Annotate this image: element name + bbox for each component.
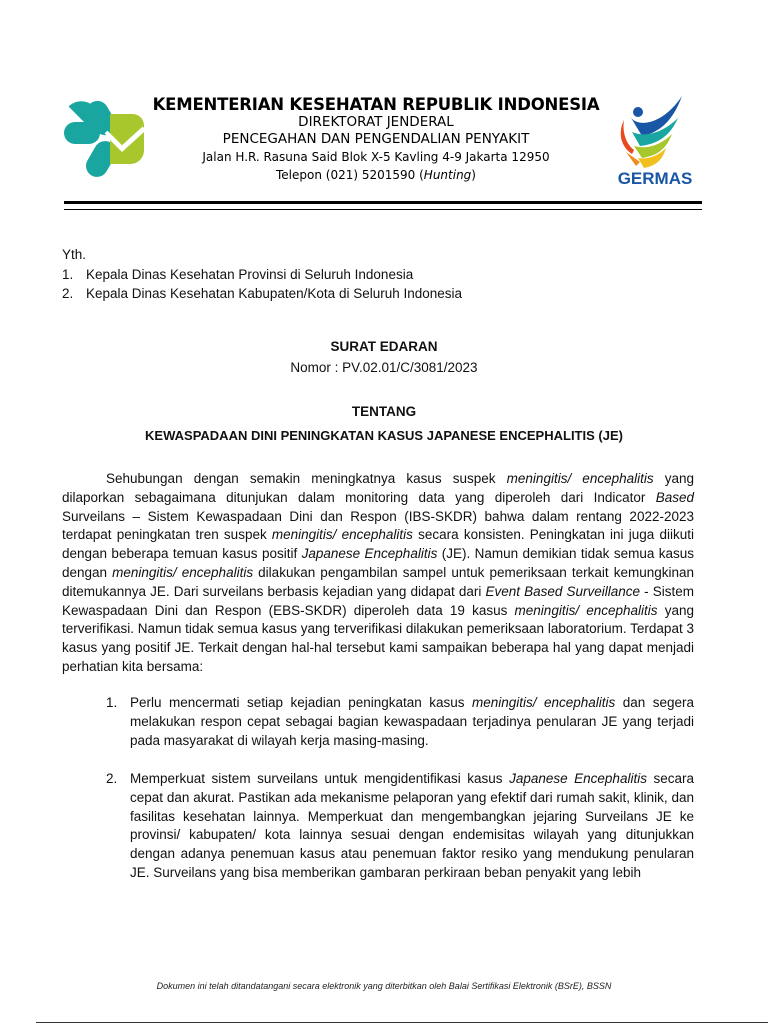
addressee-item: 1. Kepala Dinas Kesehatan Provinsi di Seluruh Indonesia <box>62 267 414 282</box>
kemenkes-logo <box>60 92 146 184</box>
point-2: 2. Memperkuat sistem surveilans untuk mengidentifikasi kasus Japanese Encephalitis secara cepat dan akurat. Pastikan ada mekanisme pelaporan yang efektif dari rumah sakit, klinik, dan fasilitas kesehatan lainnya. Memperkuat dan mengembangkan jejaring Surveilans JE ke provinsi/ kabupaten/ kota lainnya sesuai dengan endemisitas wilayah yang ditunjukkan dengan adanya penemuan kasus atau penemuan faktor resiko yang mendukung penularan JE. Surveilans yang bisa memberikan gambaran perkiraan beban penyakit yang lebih <box>106 771 695 880</box>
intro-paragraph: Sehubungan dengan semakin meningkatnya kasus suspek meningitis/ encephalitis yang dilaporkan sebagaimana ditunjukan dalam monitoring data yang diperoleh dari Indicator Based Surveilans – Sistem Kewaspadaan Dini dan Respon (IBS-SKDR) bahwa dalam rentang 2022-2023 terdapat peningkatan tren suspek meningitis/ encephalitis secara konsisten. Peningkatan ini juga diikuti dengan beberapa temuan kasus positif Japanese Encephalitis (JE). Namun demikian tidak semua kasus dengan meningitis/ encephalitis dilakukan pengambilan sampel untuk pemeriksaan terkait kemungkinan ditemukannya JE. Dari surveilans berbasis kejadian yang didapat dari Event Based Surveillance - Sistem Kewaspadaan Dini dan Respon (EBS-SKDR) diperoleh data 19 kasus meningitis/ encephalitis yang terverifikasi. Namun tidak semua kasus yang terverifikasi dilakukan pemeriksaan laboratorium. Terdapat 3 kasus yang positif JE. Terkait dengan hal-hal tersebut kami sampaikan beberapa hal yang dapat menjadi perhatian kita bersama: <box>62 471 695 674</box>
document-title: SURAT EDARAN <box>330 339 438 354</box>
addressee-list <box>62 266 682 304</box>
division-name: PENCEGAHAN DAN PENGENDALIAN PENYAKIT <box>222 131 530 147</box>
document-subject: KEWASPADAAN DINI PENINGKATAN KASUS JAPANESE ENCEPHALITIS (JE) <box>145 428 623 443</box>
greeting: Yth. <box>62 247 87 262</box>
point-1: 1. Perlu mencermati setiap kejadian peningkatan kasus meningitis/ encephalitis dan segera melakukan respon cepat sebagai bagian kewaspadaan terjadinya penularan JE yang terjadi pada masyarakat di wilayah kerja masing-masing. <box>106 695 694 748</box>
header-rule-thick <box>64 201 702 204</box>
ministry-name: KEMENTERIAN KESEHATAN REPUBLIK INDONESIA <box>152 95 600 114</box>
e-signature-note: Dokumen ini telah ditandatangani secara elektronik yang diterbitkan oleh Balai Sertifikasi Elektronik (BSrE), BSSN <box>156 981 612 991</box>
document-number: Nomor : PV.02.01/C/3081/2023 <box>290 360 478 375</box>
germas-logo <box>612 92 698 188</box>
germas-logo-text: GERMAS <box>617 169 693 188</box>
footer-rule <box>36 1022 768 1023</box>
addressee-item: 2. Kepala Dinas Kesehatan Kabupaten/Kota di Seluruh Indonesia <box>62 285 463 301</box>
header-rule-thin <box>64 209 702 210</box>
about-label: TENTANG <box>351 404 417 419</box>
office-address: Jalan H.R. Rasuna Said Blok X-5 Kavling 4-9 Jakarta 12950 <box>202 150 550 164</box>
directorate-name: DIREKTORAT JENDERAL <box>298 114 454 130</box>
office-phone: Telepon (021) 5201590 (Hunting) <box>276 168 476 182</box>
